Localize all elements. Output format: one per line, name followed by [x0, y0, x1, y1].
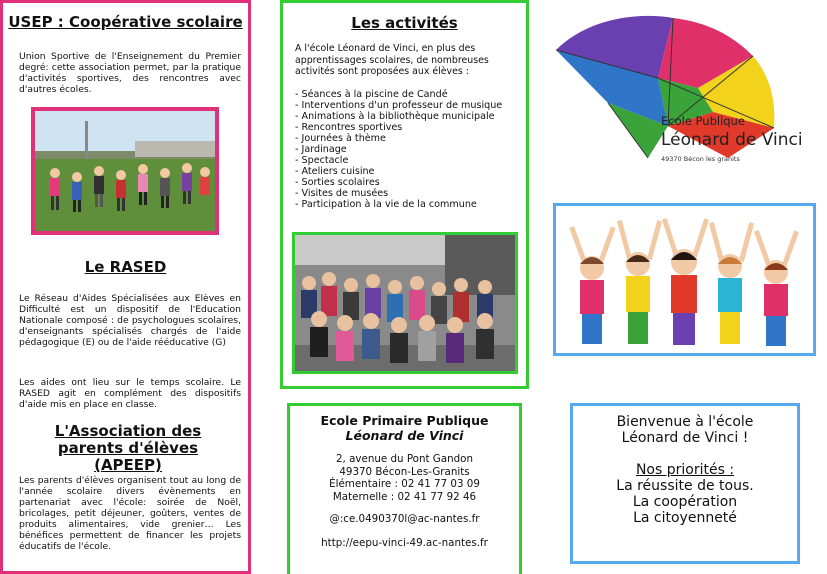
contact-panel — [287, 403, 522, 574]
email-link[interactable]: @:ce.0490370l@ac-nantes.fr — [329, 513, 480, 525]
priority-2: La coopération — [632, 494, 738, 510]
welcome-panel — [570, 403, 800, 564]
running-photo — [31, 107, 219, 235]
rased-text-2: Les aides ont lieu sur le temps scolaire. Le RASED agit en complément des dispositifs d'aide mis en place en classe. — [19, 377, 241, 410]
welcome-line-2: Léonard de Vinci ! — [621, 430, 749, 446]
list-item: - Participation à la vie de la commune — [295, 199, 477, 210]
school-logo — [548, 8, 818, 188]
address-city: 49370 Bécon-Les-Granits — [339, 465, 470, 478]
apeep-title: L'Association des parents d'élèves (APEEP) — [54, 422, 202, 474]
activities-intro: A l'école Léonard de Vinci, en plus des apprentissages scolaires, de nombreuses activités sont proposées aux élèves : — [295, 43, 489, 77]
apeep-text: Les parents d'élèves organisent tout au long de l'année scolaire divers évènements en partenariat avec l'école: soirée de Noël, bricolages, petit déjeuner, goûters, ventes de produits alimentaires, vide grenier… Les bénéfices permettent de financer les projets éducatifs de l'école. — [19, 475, 241, 552]
list-item: - Interventions d'un professeur de musique — [295, 100, 503, 111]
usep-text: Union Sportive de l'Enseignement du Premier degré: cette association permet, par la pratique d'activités sportives, des rencontres avec d'autres écoles. — [19, 51, 241, 95]
usep-title: USEP : Coopérative scolaire — [8, 13, 243, 31]
list-item: - Animations à la bibliothèque municipale — [295, 111, 495, 122]
phone-elementaire: Élémentaire : 02 41 77 03 09 — [329, 478, 480, 490]
list-item: - Rencontres sportives — [295, 122, 403, 133]
list-item: - Séances à la piscine de Candé — [295, 89, 448, 100]
happy-kids-image — [556, 206, 813, 353]
list-item: - Ateliers cuisine — [295, 166, 375, 177]
activities-title: Les activités — [351, 14, 458, 32]
address-street: 2, avenue du Pont Gandon — [336, 453, 473, 465]
logo-line-3: 49370 Bécon les granits — [661, 155, 740, 163]
logo-line-2: Léonard de Vinci — [661, 130, 803, 150]
priority-3: La citoyenneté — [633, 510, 737, 526]
welcome-line-1: Bienvenue à l'école — [616, 414, 754, 430]
phone-maternelle: Maternelle : 02 41 77 92 46 — [332, 490, 477, 503]
priorities-title: Nos priorités : — [635, 462, 735, 478]
priority-1: La réussite de tous. — [616, 478, 754, 494]
rased-title: Le RASED — [84, 258, 167, 276]
group-photo — [292, 232, 518, 374]
kids-photo-frame — [553, 203, 816, 356]
activities-list — [295, 89, 525, 210]
list-item: - Spectacle — [295, 155, 349, 166]
running-children-image — [35, 111, 215, 231]
children-group-image — [295, 235, 515, 371]
rased-text-1: Le Réseau d'Aides Spécialisées aux Elèves en Difficulté est un dispositif de l'Education Nationale composé : de psychologues scolaires, d'enseignants spécialisés chargés de l'aide pédagogique (E) ou de l'aide rééducative (G) — [19, 293, 241, 348]
list-item: - Visites de musées — [295, 188, 389, 199]
activities-panel — [280, 0, 529, 389]
list-item: - Jardinage — [295, 144, 347, 155]
school-name-line-2: Léonard de Vinci — [345, 428, 464, 443]
logo-line-1: Ecole Publique — [661, 114, 745, 128]
list-item: - Journées à thème — [295, 133, 386, 144]
list-item: - Sorties scolaires — [295, 177, 380, 188]
left-panel — [0, 0, 251, 574]
website-link[interactable]: http://eepu-vinci-49.ac-nantes.fr — [321, 537, 488, 549]
school-name-line-1: Ecole Primaire Publique — [320, 413, 489, 428]
